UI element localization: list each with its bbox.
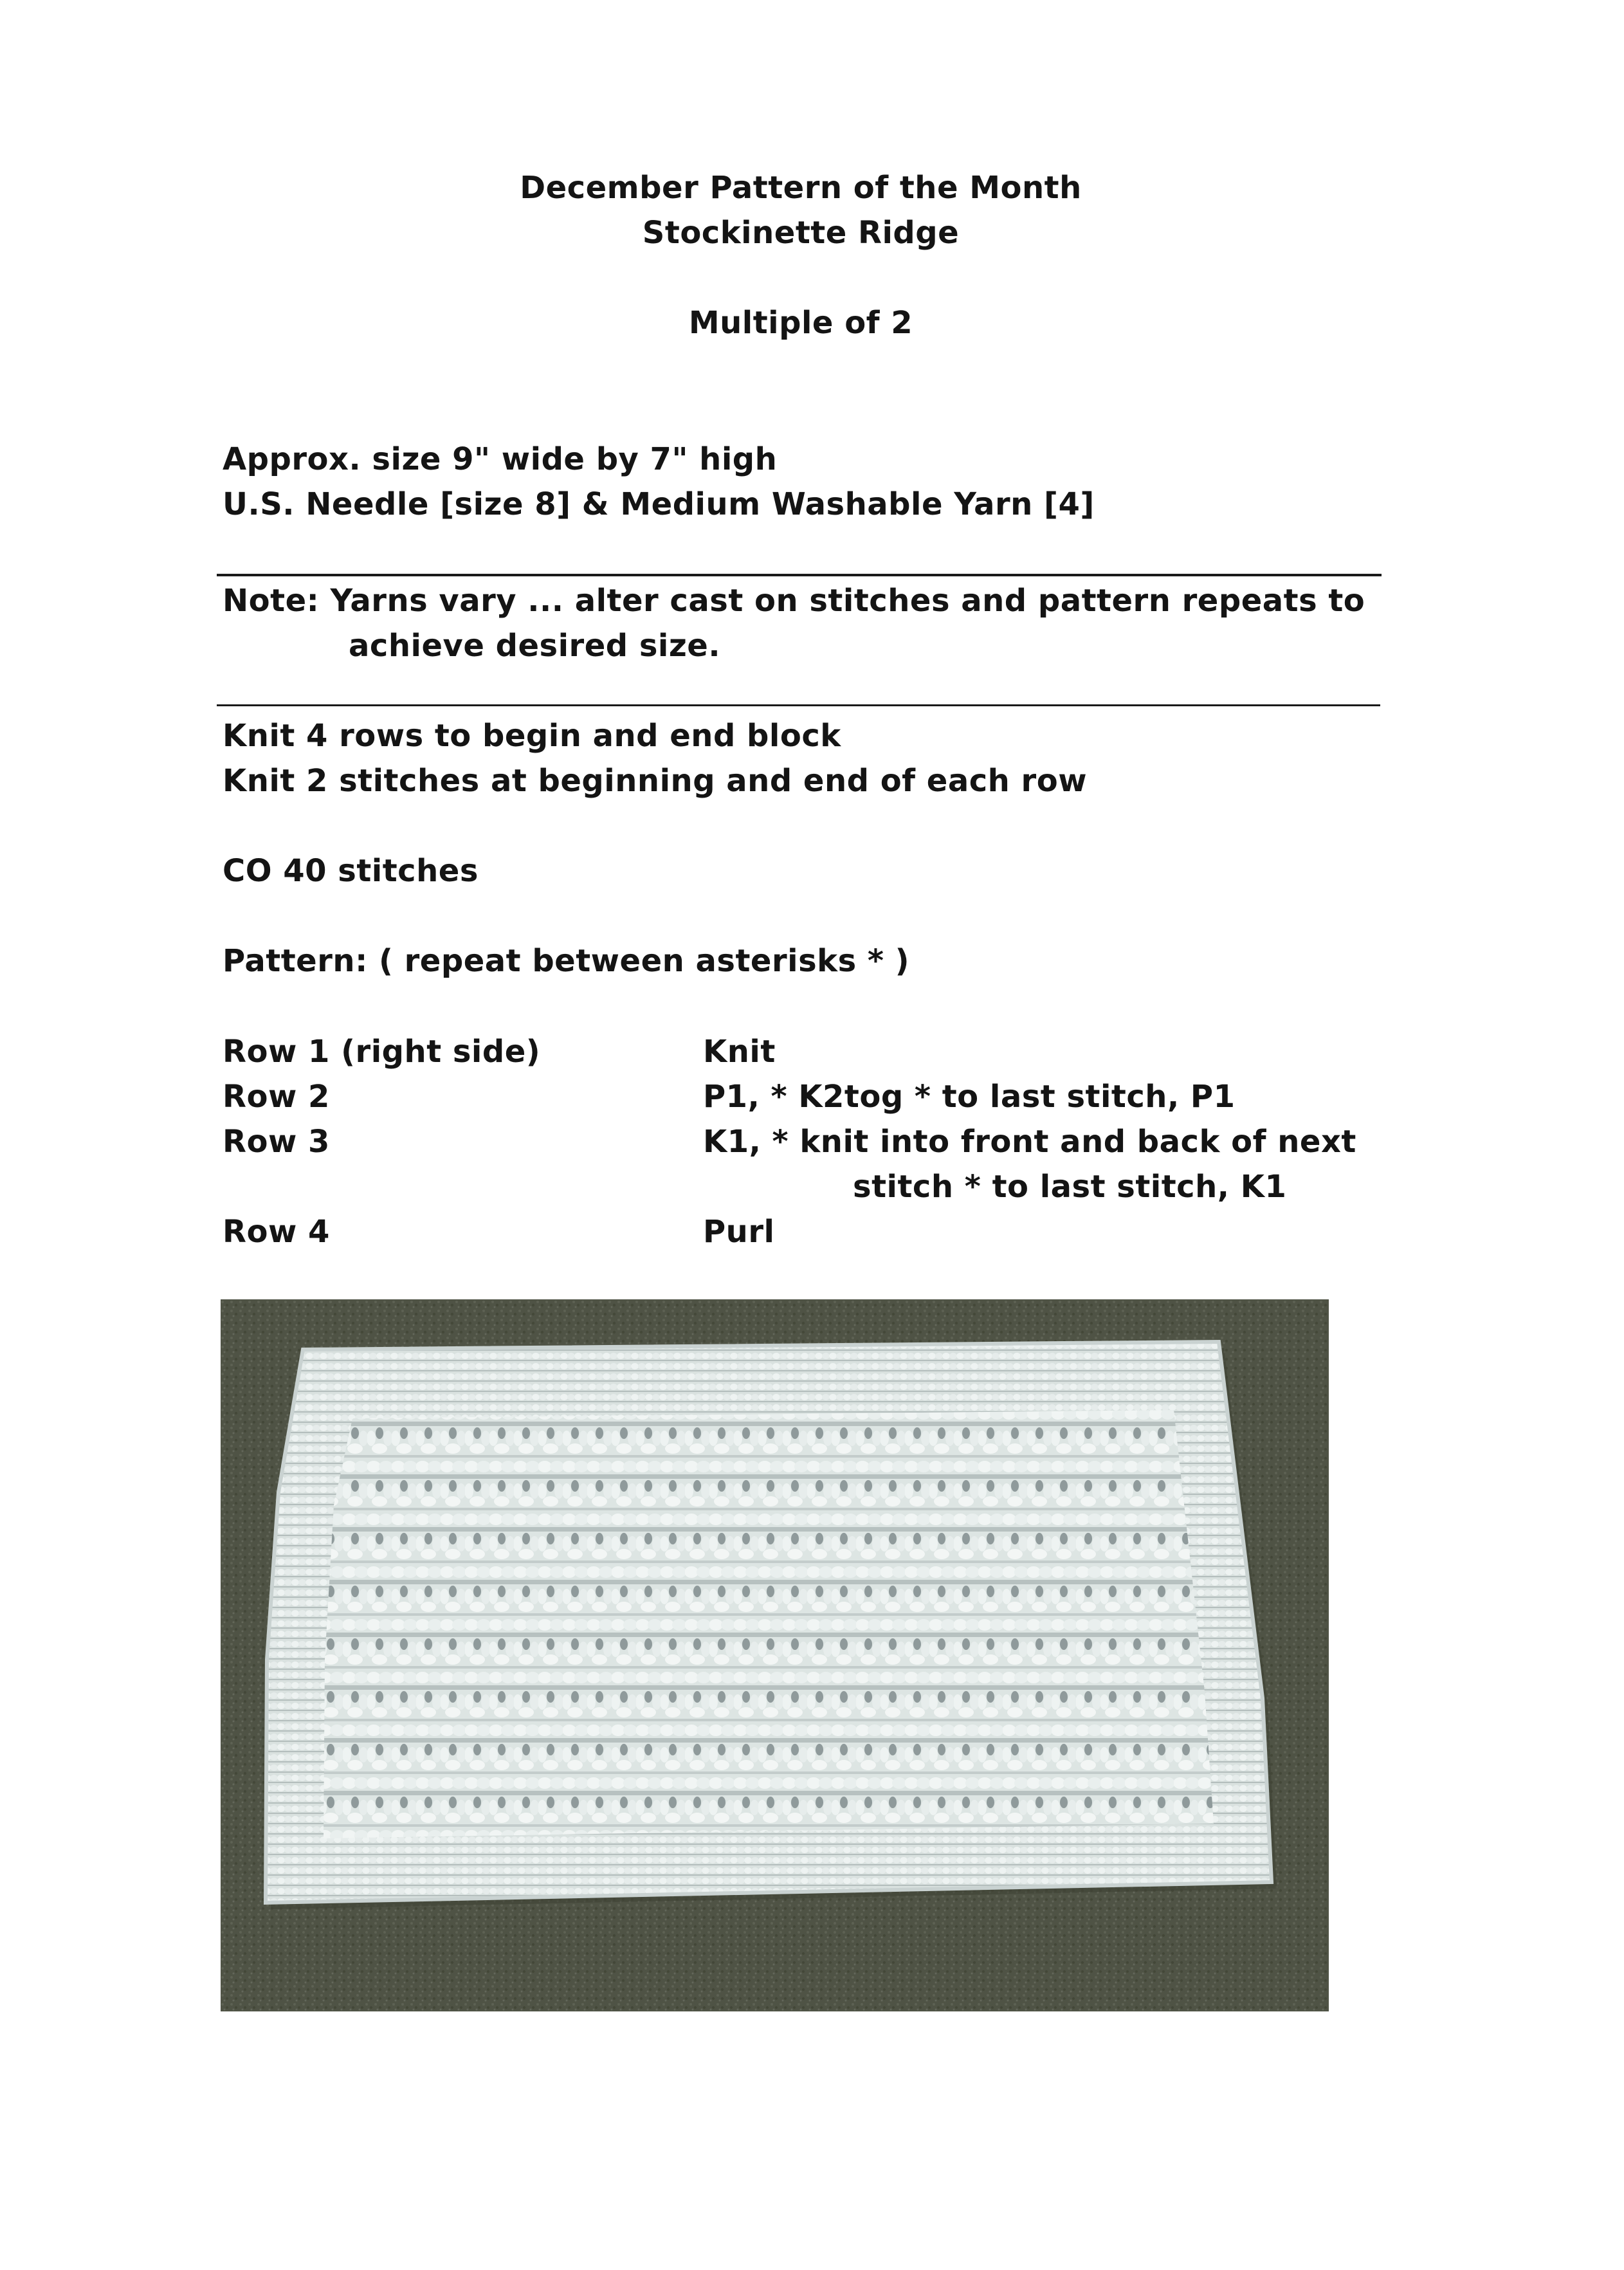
pattern-heading: Pattern: ( repeat between asterisks * ): [223, 943, 910, 979]
swatch-pattern-area: [324, 1410, 1214, 1838]
needle-yarn: U.S. Needle [size 8] & Medium Washable Yarn [4]: [223, 486, 1095, 522]
swatch-photo: [221, 1299, 1329, 2011]
divider-top: [217, 574, 1382, 576]
stitch-multiple: Multiple of 2: [688, 305, 913, 341]
instruction-border-stitches: Knit 2 stitches at beginning and end of each row: [223, 763, 1088, 799]
row-3-instruction-continued: stitch * to last stitch, K1: [853, 1169, 1287, 1205]
note-line-2: achieve desired size.: [349, 628, 721, 664]
row-1-instruction: Knit: [703, 1034, 776, 1070]
row-3-instruction: K1, * knit into front and back of next: [703, 1124, 1356, 1160]
instruction-border-rows: Knit 4 rows to begin and end block: [223, 718, 841, 754]
row-2-label: Row 2: [223, 1079, 330, 1115]
row-3-label: Row 3: [223, 1124, 330, 1160]
row-1-label: Row 1 (right side): [223, 1034, 541, 1070]
page-title: December Pattern of the Month: [520, 170, 1082, 206]
row-4-instruction: Purl: [703, 1214, 775, 1250]
approx-size: Approx. size 9" wide by 7" high: [223, 441, 778, 477]
cast-on: CO 40 stitches: [223, 853, 479, 889]
row-2-instruction: P1, * K2tog * to last stitch, P1: [703, 1079, 1236, 1115]
divider-bottom: [217, 704, 1380, 706]
note-line-1: Note: Yarns vary ... alter cast on stitches and pattern repeats to: [223, 583, 1365, 619]
row-4-label: Row 4: [223, 1214, 330, 1250]
pattern-name: Stockinette Ridge: [642, 215, 960, 251]
